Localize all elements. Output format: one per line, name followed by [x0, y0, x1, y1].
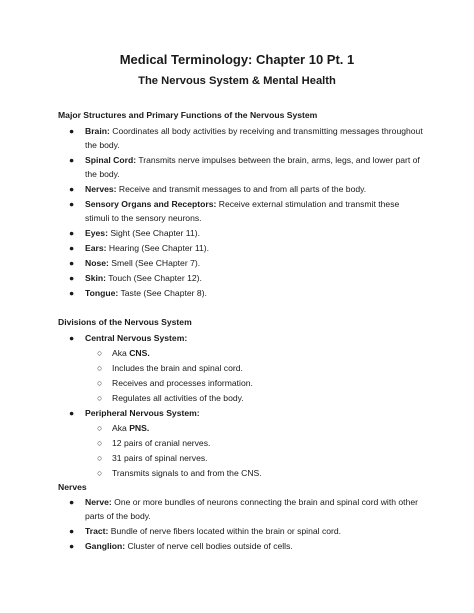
sub-bullet-marker: ○ [97, 468, 103, 478]
list-item-sensory-organs [85, 199, 399, 210]
bullet-marker: ● [69, 333, 75, 343]
list-item-nose [85, 258, 200, 269]
term-label: Eyes: [85, 228, 108, 238]
sub-item: 12 pairs of cranial nerves. [112, 438, 211, 448]
sub-item: Receives and processes information. [112, 378, 253, 388]
term-label: Ears: [85, 243, 107, 253]
list-item-nerve [85, 497, 418, 508]
bullet-marker: ● [69, 184, 75, 194]
bullet-marker: ● [69, 497, 75, 507]
bullet-marker: ● [69, 288, 75, 298]
term-label: Peripheral Nervous System: [85, 408, 200, 418]
term-definition: One or more bundles of neurons connecting the brain and spinal cord with other [111, 497, 418, 507]
bullet-marker: ● [69, 228, 75, 238]
sub-bullet-marker: ○ [97, 438, 103, 448]
sub-item: 31 pairs of spinal nerves. [112, 453, 208, 463]
sub-item-cns-aka [112, 348, 150, 359]
sub-bullet-marker: ○ [97, 378, 103, 388]
list-item-nerves [85, 184, 366, 195]
section-heading-divisions: Divisions of the Nervous System [58, 317, 192, 327]
list-item-skin [85, 273, 202, 284]
sub-item: Regulates all activities of the body. [112, 393, 244, 403]
term-label: Tongue: [85, 288, 119, 298]
sub-item: Includes the brain and spinal cord. [112, 363, 243, 373]
term-label: Nerve: [85, 497, 112, 507]
list-item-continuation: stimuli to the sensory neurons. [85, 213, 202, 223]
term-label: Central Nervous System: [85, 333, 188, 343]
list-item-continuation: parts of the body. [85, 511, 151, 521]
term-definition: Receive and transmit messages to and from all parts of the body. [116, 184, 367, 194]
term-definition: Taste (See Chapter 8). [118, 288, 207, 298]
bullet-marker: ● [69, 243, 75, 253]
list-item-eyes [85, 228, 200, 239]
page-title: Medical Terminology: Chapter 10 Pt. 1 [119, 52, 355, 67]
term-definition: Touch (See Chapter 12). [106, 273, 202, 283]
bullet-marker: ● [69, 408, 75, 418]
aka-prefix: Aka [112, 423, 130, 433]
term-definition: Smell (See CHapter 7). [108, 258, 201, 268]
term-definition: Sight (See Chapter 11). [107, 228, 200, 238]
term-definition: Transmits nerve impulses between the brain, arms, legs, and lower part of [136, 155, 420, 165]
term-label: Sensory Organs and Receptors: [85, 199, 217, 209]
section-heading-nerves: Nerves [58, 482, 87, 492]
sub-item-pns-aka [112, 423, 149, 434]
bullet-marker: ● [69, 155, 75, 165]
sub-item: Transmits signals to and from the CNS. [112, 468, 262, 478]
term-label: Skin: [85, 273, 107, 283]
sub-bullet-marker: ○ [97, 363, 103, 373]
term-definition: Receive external stimulation and transmit these [216, 199, 400, 209]
term-definition: Coordinates all body activities by receiving and transmitting messages throughout [109, 126, 423, 136]
list-item-tract [85, 526, 341, 537]
abbreviation: PNS. [129, 423, 150, 433]
list-item-cns [85, 333, 187, 344]
list-item-tongue [85, 288, 207, 299]
abbreviation: CNS. [129, 348, 150, 358]
list-item-pns [85, 408, 200, 419]
bullet-marker: ● [69, 541, 75, 551]
bullet-marker: ● [69, 258, 75, 268]
bullet-marker: ● [69, 126, 75, 136]
term-definition: Hearing (See Chapter 11). [106, 243, 210, 253]
list-item-ears [85, 243, 209, 254]
sub-bullet-marker: ○ [97, 423, 103, 433]
sub-bullet-marker: ○ [97, 453, 103, 463]
bullet-marker: ● [69, 526, 75, 536]
sub-bullet-marker: ○ [97, 348, 103, 358]
sub-bullet-marker: ○ [97, 393, 103, 403]
term-label: Ganglion: [85, 541, 126, 551]
term-definition: Cluster of nerve cell bodies outside of cells. [125, 541, 293, 551]
term-label: Spinal Cord: [85, 155, 137, 165]
list-item-ganglion [85, 541, 293, 552]
list-item-continuation: the body. [85, 140, 120, 150]
term-label: Brain: [85, 126, 110, 136]
term-label: Nerves: [85, 184, 117, 194]
list-item-spinal-cord [85, 155, 420, 166]
term-definition: Bundle of nerve fibers located within the brain or spinal cord. [108, 526, 342, 536]
term-label: Nose: [85, 258, 109, 268]
section-heading-structures: Major Structures and Primary Functions of the Nervous System [58, 110, 318, 120]
list-item-brain [85, 126, 423, 137]
list-item-continuation: the body. [85, 169, 120, 179]
page-subtitle: The Nervous System & Mental Health [138, 75, 336, 87]
term-label: Tract: [85, 526, 109, 536]
bullet-marker: ● [69, 199, 75, 209]
bullet-marker: ● [69, 273, 75, 283]
aka-prefix: Aka [112, 348, 130, 358]
